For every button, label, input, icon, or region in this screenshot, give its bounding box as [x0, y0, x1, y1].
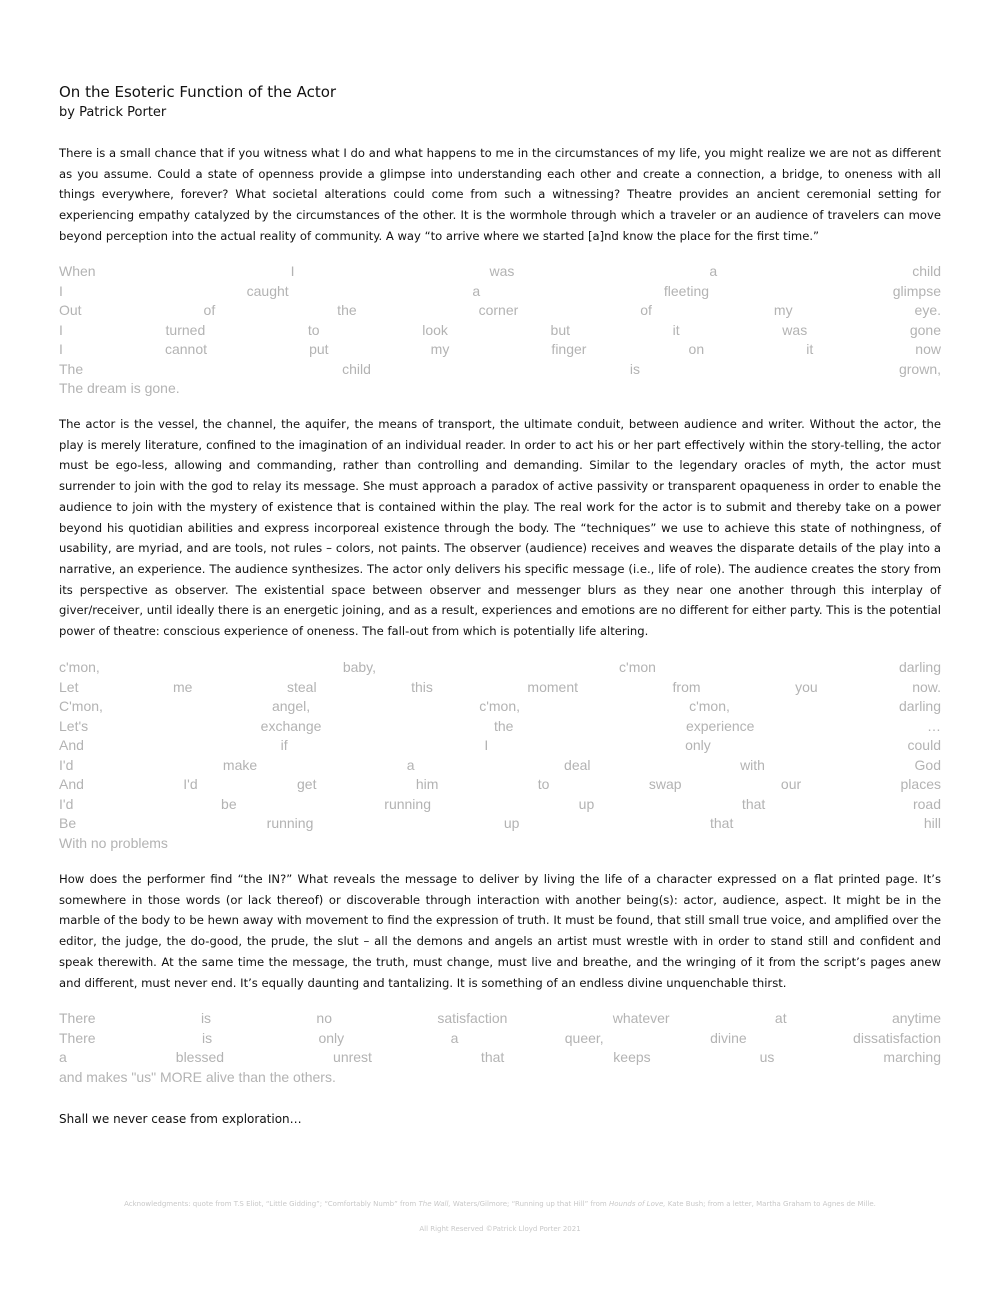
- closing-line: Shall we never cease from exploration…: [59, 1112, 302, 1126]
- verse-line: The dream is gone.: [59, 380, 180, 396]
- verse-line: There is no satisfaction whatever at anytime: [59, 1010, 941, 1026]
- paragraph-3: How does the performer find “the IN?” What reveals the message to deliver by living the life of a character expressed on a flat printed page. It’s somewhere in those words (or lack thereof) or discoverable through interaction with another being(s): actor, audience, aspect. It might be in the marble of the body to be hewn away with movement to find the expression of truth. It must be found, that still small true voice, and amplified over the editor, the judge, the do-good, the prude, the slut – all the demons and angels an artist must wrestle with in order to stand still and confident and speak therewith. At the same time the message, the truth, must change, must live and breathe, and the wringing of it from the script’s pages anew and different, must never end. It’s equally daunting and tantalizing. It is something of an endless divine unquenchable thirst.: [59, 872, 941, 990]
- verse-line: I turned to look but it was gone: [59, 321, 941, 338]
- verse-line: I cannot put my finger on it now: [59, 341, 941, 357]
- verse-line: C'mon, angel, c'mon, c'mon, darling: [59, 698, 941, 714]
- verse-block-2: [59, 658, 941, 853]
- verse-line: and makes "us" MORE alive than the others.: [59, 1068, 336, 1085]
- verse-line: And I'd get him to swap our places: [59, 776, 941, 792]
- verse-line: When I was a child: [59, 263, 941, 279]
- verse-line: Let's exchange the experience …: [59, 717, 941, 734]
- verse-line: I caught a fleeting glimpse: [59, 282, 941, 299]
- paragraph-2: The actor is the vessel, the channel, the aquifer, the means of transport, the ultimate conduit, between audience and writer. Without the actor, the play is merely literature, confined to the imagination of an individual reader. In order to act his or her part effectively within the story-telling, the actor must be ego-less, allowing and commanding, rather than controlling and demanding. Similar to the legendary oracles of myth, the actor must surrender to join with the god to relay its message. She must approach a paradox of active passivity or transparent opaqueness in order to enable the audience to join with the mystery of existence that is contained within the play. The real work for the actor is to submit and thereby take on a power beyond his quotidian abilities and express incorporeal existence through the body. The “techniques” we use to achieve this state of nothingness, of usability, are myriad, and are tools, not rules – colors, not paints. The observer (audience) receives and weaves the disparate details of the play into a narrative, an experience. The audience synthesizes. The actor only delivers his specific message (i.e., life of role). The audience creates the story from its perspective as observer. The existential space between observer and messenger blurs as they near one another through this interplay of giver/receiver, until ideally there is an energetic joining, and as a result, experiences and emotions are no different for either party. This is the potential power of theatre: conscious experience of oneness. The fall-out from which is potentially life altering.: [59, 417, 941, 639]
- verse-line: Out of the corner of my eye.: [59, 302, 941, 318]
- verse-line: a blessed unrest that keeps us marching: [59, 1049, 941, 1065]
- acknowledgments-work-1: The Wall,: [418, 1200, 451, 1208]
- acknowledgments-middle: Waters/Gilmore; “Running up that Hill” from: [450, 1200, 609, 1208]
- copyright-notice: All Right Reserved ©Patrick Lloyd Porter 2021: [419, 1225, 581, 1233]
- verse-line: With no problems: [59, 834, 168, 851]
- verse-line: c'mon, baby, c'mon darling: [59, 659, 941, 675]
- acknowledgments-suffix: Kate Bush; from a letter, Martha Graham to Agnes de Mille.: [665, 1200, 876, 1208]
- verse-line: I'd be running up that road: [59, 795, 941, 812]
- acknowledgments-prefix: Acknowledgments: quote from T.S Eliot, “Little Gidding”; “Comfortably Numb” from: [124, 1200, 419, 1208]
- verse-line: The child is grown,: [59, 360, 941, 377]
- verse-line: There is only a queer, divine dissatisfaction: [59, 1029, 941, 1046]
- paragraph-1: There is a small chance that if you witness what I do and what happens to me in the circumstances of my life, you might realize we are not as different as you assume. Could a state of openness provide a glimpse into understanding each other and create a connection, a bridge, to oneness with all things everywhere, forever? What societal alterations could come from such a witnessing? Theatre provides an ancient ceremonial setting for experiencing empathy catalyzed by the circumstances of the other. It is the wormhole through which a traveler or an audience of travelers can move beyond perception into the actual reality of community. A way “to arrive where we started [a]nd know the place for the first time.”: [59, 146, 941, 243]
- verse-block-1: [59, 262, 941, 399]
- acknowledgments: [59, 1200, 941, 1208]
- verse-line: Let me steal this moment from you now.: [59, 678, 941, 695]
- acknowledgments-work-2: Hounds of Love,: [608, 1200, 666, 1208]
- document-title: On the Esoteric Function of the Actor: [59, 83, 337, 101]
- verse-line: Be running up that hill: [59, 815, 941, 831]
- verse-line: And if I only could: [59, 737, 941, 753]
- document-author: by Patrick Porter: [59, 105, 167, 120]
- verse-line: I'd make a deal with God: [59, 756, 941, 773]
- verse-block-3: [59, 1009, 941, 1087]
